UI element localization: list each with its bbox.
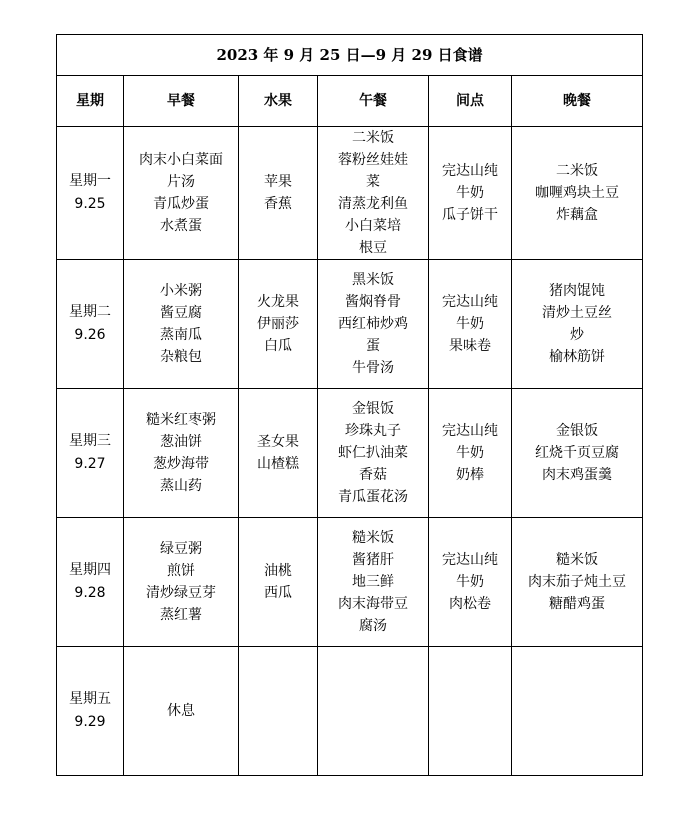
day-row	[57, 260, 643, 389]
snack-cell	[429, 260, 512, 389]
menu-line: 糖醋鸡蛋	[549, 596, 606, 612]
header-weekday: 星期	[57, 76, 124, 127]
dinner-cell	[512, 127, 643, 260]
menu-line: 榆林筋饼	[549, 349, 606, 365]
lunch-cell	[318, 127, 429, 260]
menu-line: 果味卷	[449, 338, 491, 354]
day-cell	[57, 518, 124, 647]
dinner-cell	[512, 389, 643, 518]
menu-line: 休息	[167, 703, 195, 719]
menu-line: 腐汤	[359, 618, 387, 634]
menu-line: 糙米饭	[352, 530, 394, 546]
menu-line: 咖喱鸡块土豆	[535, 185, 620, 201]
menu-line: 小白菜培	[345, 218, 401, 234]
title-row	[57, 35, 643, 76]
day-cell	[57, 260, 124, 389]
fruit-cell	[239, 260, 318, 389]
menu-line: 牛骨汤	[352, 360, 394, 376]
fruit-cell	[239, 389, 318, 518]
menu-line: 完达山纯	[442, 163, 498, 179]
menu-line: 肉末茄子炖土豆	[528, 574, 627, 590]
breakfast-cell	[124, 518, 239, 647]
menu-line: 炸藕盒	[556, 207, 599, 223]
menu-line: 糙米饭	[556, 552, 599, 568]
menu-line: 葱油饼	[160, 434, 202, 450]
dinner-cell	[512, 647, 643, 776]
menu-line: 地三鲜	[352, 574, 394, 590]
menu-line: 星期三	[69, 433, 111, 449]
menu-line: 青瓜炒蛋	[153, 196, 209, 212]
menu-line: 水煮蛋	[160, 218, 202, 234]
menu-line: 猪肉馄饨	[549, 283, 606, 299]
fruit-cell	[239, 518, 318, 647]
menu-line: 蒸红薯	[160, 607, 202, 623]
snack-cell	[429, 647, 512, 776]
header-breakfast: 早餐	[124, 76, 239, 127]
menu-title: 2023 年 9 月 25 日—9 月 29 日食谱	[57, 35, 643, 76]
menu-line: 瓜子饼干	[442, 207, 498, 223]
menu-line: 菜	[366, 174, 380, 190]
header-row	[57, 76, 643, 127]
menu-line: 9.26	[74, 327, 106, 343]
lunch-cell	[318, 389, 429, 518]
menu-line: 葱炒海带	[153, 456, 209, 472]
menu-line: 山楂糕	[257, 456, 299, 472]
menu-line: 片汤	[167, 174, 195, 190]
menu-line: 9.29	[74, 714, 106, 730]
menu-line: 珍珠丸子	[345, 423, 401, 439]
menu-table	[56, 34, 643, 776]
day-row	[57, 647, 643, 776]
fruit-cell	[239, 127, 318, 260]
header-dinner: 晚餐	[512, 76, 643, 127]
menu-line: 二米饭	[556, 163, 599, 179]
menu-line: 完达山纯	[442, 552, 498, 568]
menu-line: 煎饼	[167, 563, 195, 579]
menu-line: 杂粮包	[160, 349, 202, 365]
menu-line: 糙米红枣粥	[146, 412, 216, 428]
menu-line: 牛奶	[456, 185, 484, 201]
menu-line: 9.28	[74, 585, 106, 601]
menu-line: 星期一	[69, 173, 111, 189]
snack-cell	[429, 518, 512, 647]
menu-line: 小米粥	[160, 283, 202, 299]
menu-line: 完达山纯	[442, 423, 498, 439]
lunch-cell	[318, 260, 429, 389]
menu-line: 星期二	[69, 304, 111, 320]
menu-line: 油桃	[264, 563, 292, 579]
menu-line: 蓉粉丝娃娃	[338, 152, 408, 168]
menu-line: 青瓜蛋花汤	[338, 489, 408, 505]
dinner-cell	[512, 260, 643, 389]
menu-line: 火龙果	[257, 294, 299, 310]
header-snack: 间点	[429, 76, 512, 127]
day-cell	[57, 389, 124, 518]
day-cell	[57, 127, 124, 260]
menu-line: 清炒绿豆芽	[146, 585, 216, 601]
day-row	[57, 127, 643, 260]
menu-line: 苹果	[264, 174, 292, 190]
menu-line: 牛奶	[456, 574, 484, 590]
menu-line: 金银饭	[556, 423, 599, 439]
menu-line: 清炒土豆丝	[542, 305, 613, 321]
menu-line: 根豆	[359, 240, 387, 256]
menu-line: 虾仁扒油菜	[338, 445, 408, 461]
menu-line: 香蕉	[264, 196, 292, 212]
menu-line: 金银饭	[352, 401, 394, 417]
menu-line: 星期四	[69, 562, 111, 578]
menu-line: 9.27	[74, 456, 106, 472]
menu-line: 酱猪肝	[352, 552, 394, 568]
breakfast-cell	[124, 127, 239, 260]
day-row	[57, 518, 643, 647]
header-lunch: 午餐	[318, 76, 429, 127]
menu-line: 圣女果	[257, 434, 299, 450]
menu-line: 奶棒	[456, 467, 484, 483]
menu-line: 牛奶	[456, 316, 484, 332]
menu-line: 红烧千页豆腐	[535, 445, 620, 461]
menu-line: 酱焖脊骨	[345, 294, 401, 310]
menu-line: 肉末海带豆	[338, 596, 408, 612]
dinner-cell	[512, 518, 643, 647]
menu-line: 绿豆粥	[160, 541, 202, 557]
menu-line: 二米饭	[352, 130, 394, 146]
menu-line: 黑米饭	[352, 272, 394, 288]
menu-line: 完达山纯	[442, 294, 498, 310]
menu-line: 肉末小白菜面	[139, 152, 223, 168]
day-cell	[57, 647, 124, 776]
menu-line: 清蒸龙利鱼	[338, 196, 408, 212]
menu-line: 香菇	[359, 467, 387, 483]
breakfast-cell	[124, 389, 239, 518]
day-row	[57, 389, 643, 518]
menu-line: 炒	[570, 327, 585, 343]
breakfast-cell	[124, 260, 239, 389]
snack-cell	[429, 389, 512, 518]
menu-line: 西瓜	[264, 585, 292, 601]
menu-line: 肉松卷	[449, 596, 491, 612]
breakfast-cell	[124, 647, 239, 776]
menu-line: 牛奶	[456, 445, 484, 461]
fruit-cell	[239, 647, 318, 776]
menu-line: 蒸山药	[160, 478, 202, 494]
lunch-cell	[318, 518, 429, 647]
menu-line: 蒸南瓜	[160, 327, 202, 343]
snack-cell	[429, 127, 512, 260]
menu-line: 伊丽莎	[257, 316, 299, 332]
header-fruit: 水果	[239, 76, 318, 127]
menu-line: 星期五	[69, 691, 111, 707]
menu-line: 西红柿炒鸡	[338, 316, 408, 332]
lunch-cell	[318, 647, 429, 776]
menu-line: 白瓜	[264, 338, 292, 354]
menu-line: 酱豆腐	[160, 305, 202, 321]
menu-line: 9.25	[74, 196, 106, 212]
menu-line: 蛋	[366, 338, 380, 354]
menu-line: 肉末鸡蛋羹	[542, 467, 613, 483]
